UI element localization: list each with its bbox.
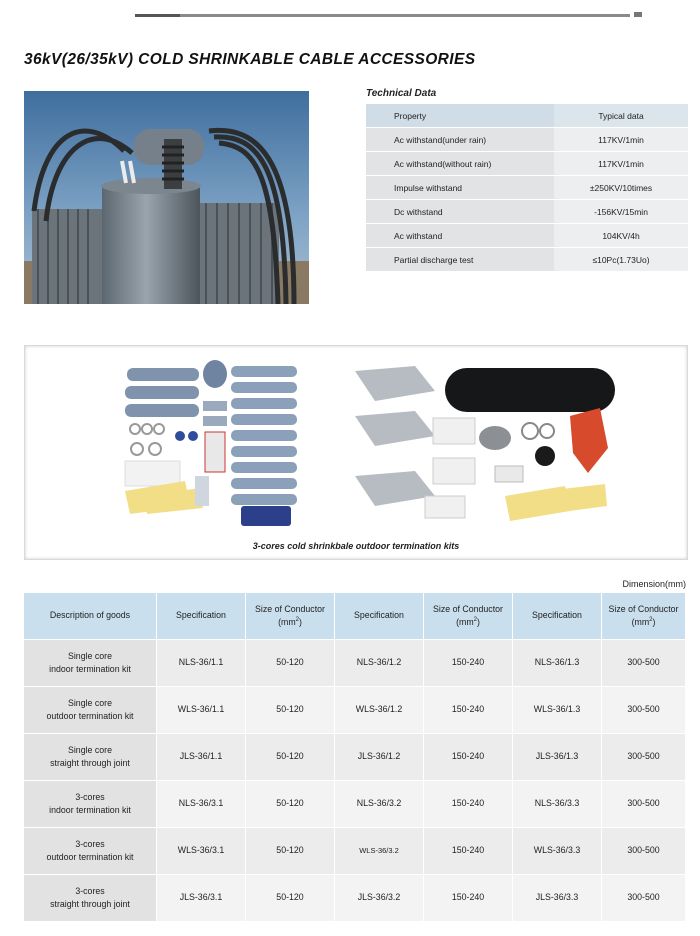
header-specification: Specification bbox=[513, 593, 602, 640]
size-cell: 300-500 bbox=[602, 875, 686, 922]
kits-photo-panel bbox=[24, 345, 688, 560]
kits-caption: 3-cores cold shrinkbale outdoor termination kits bbox=[252, 541, 460, 551]
spec-cell: JLS-36/1.2 bbox=[335, 734, 424, 781]
unit-pre: (mm bbox=[456, 617, 474, 627]
size-cell: 300-500 bbox=[602, 640, 686, 687]
unit-sup: 2 bbox=[649, 617, 653, 624]
size-cell: 150-240 bbox=[424, 781, 513, 828]
page-title: 36kV(26/35kV) COLD SHRINKABLE CABLE ACCESSORIES bbox=[24, 51, 476, 68]
header-description: Description of goods bbox=[24, 593, 157, 640]
table-row bbox=[366, 152, 688, 176]
table-row bbox=[24, 640, 686, 687]
header-size-label: Size of Conductor bbox=[433, 603, 503, 614]
size-cell: 50-120 bbox=[246, 875, 335, 922]
table-header-row bbox=[24, 593, 686, 640]
unit-sup: 2 bbox=[473, 617, 477, 624]
description-line: 3-cores bbox=[75, 838, 105, 849]
spec-cell: WLS-36/3.3 bbox=[513, 828, 602, 875]
value-cell: ±250KV/10times bbox=[554, 176, 688, 200]
value-cell: 117KV/1min bbox=[554, 152, 688, 176]
header-rule bbox=[135, 14, 630, 17]
size-cell: 50-120 bbox=[246, 687, 335, 734]
unit-post: ) bbox=[652, 617, 656, 627]
header-size-label: Size of Conductor bbox=[608, 603, 679, 614]
size-cell: 300-500 bbox=[602, 687, 686, 734]
description-line: outdoor termination kit bbox=[46, 711, 134, 721]
size-cell: 150-240 bbox=[424, 875, 513, 922]
property-cell: Ac withstand(without rain) bbox=[366, 152, 554, 176]
value-cell: 104KV/4h bbox=[554, 224, 688, 248]
spec-cell: NLS-36/1.1 bbox=[157, 640, 246, 687]
size-cell: 50-120 bbox=[246, 640, 335, 687]
table-row bbox=[366, 200, 688, 224]
description-cell bbox=[24, 687, 157, 734]
description-line: 3-cores bbox=[75, 791, 105, 802]
spec-cell: NLS-36/3.2 bbox=[335, 781, 424, 828]
transformer-photo bbox=[24, 91, 309, 304]
unit-pre: (mm bbox=[278, 617, 296, 627]
size-cell: 300-500 bbox=[602, 828, 686, 875]
header-size-of-conductor bbox=[602, 593, 686, 640]
property-cell: Dc withstand bbox=[366, 200, 554, 224]
table-row bbox=[24, 828, 686, 875]
description-line: Single core bbox=[67, 744, 112, 755]
size-cell: 150-240 bbox=[424, 828, 513, 875]
spec-cell: WLS-36/3.2 bbox=[335, 828, 424, 875]
header-typical-data: Typical data bbox=[554, 104, 688, 128]
spec-cell: NLS-36/1.2 bbox=[335, 640, 424, 687]
spec-cell: JLS-36/3.3 bbox=[513, 875, 602, 922]
header-specification: Specification bbox=[335, 593, 424, 640]
table-row bbox=[366, 248, 688, 272]
property-cell: Partial discharge test bbox=[366, 248, 554, 272]
table-row bbox=[24, 781, 686, 828]
size-cell: 50-120 bbox=[246, 781, 335, 828]
value-cell: -156KV/15min bbox=[554, 200, 688, 224]
description-line: Single core bbox=[67, 650, 112, 661]
dimension-label: Dimension(mm) bbox=[622, 579, 686, 589]
description-line: straight through joint bbox=[50, 758, 130, 768]
header-size-of-conductor bbox=[424, 593, 513, 640]
description-cell bbox=[24, 875, 157, 922]
description-cell bbox=[24, 781, 157, 828]
size-cell: 150-240 bbox=[424, 687, 513, 734]
unit-pre: (mm bbox=[631, 617, 650, 627]
size-cell: 150-240 bbox=[424, 640, 513, 687]
kits-photo bbox=[25, 346, 687, 536]
value-cell: ≤10Pc(1.73Uo) bbox=[554, 248, 688, 272]
unit-post: ) bbox=[299, 617, 302, 627]
description-cell bbox=[24, 640, 157, 687]
header-specification: Specification bbox=[157, 593, 246, 640]
description-line: indoor termination kit bbox=[49, 805, 131, 815]
table-row bbox=[366, 128, 688, 152]
spec-cell: WLS-36/3.1 bbox=[157, 828, 246, 875]
property-cell: Ac withstand(under rain) bbox=[366, 128, 554, 152]
property-cell: Impulse withstand bbox=[366, 176, 554, 200]
spec-cell: NLS-36/3.1 bbox=[157, 781, 246, 828]
table-row bbox=[366, 224, 688, 248]
size-cell: 300-500 bbox=[602, 781, 686, 828]
size-cell: 300-500 bbox=[602, 734, 686, 781]
header-size-label: Size of Conductor bbox=[255, 603, 325, 614]
spec-cell: JLS-36/3.2 bbox=[335, 875, 424, 922]
spec-cell: JLS-36/1.3 bbox=[513, 734, 602, 781]
spec-cell: JLS-36/1.1 bbox=[157, 734, 246, 781]
spec-cell: WLS-36/1.1 bbox=[157, 687, 246, 734]
description-line: straight through joint bbox=[50, 899, 130, 909]
spec-cell: WLS-36/1.3 bbox=[513, 687, 602, 734]
table-row bbox=[24, 734, 686, 781]
spec-cell: NLS-36/1.3 bbox=[513, 640, 602, 687]
description-cell bbox=[24, 734, 157, 781]
header-size-of-conductor bbox=[246, 593, 335, 640]
description-cell bbox=[24, 828, 157, 875]
description-line: Single core bbox=[67, 697, 112, 708]
technical-data-table bbox=[366, 104, 688, 272]
technical-data-heading: Technical Data bbox=[366, 88, 437, 99]
unit-sup: 2 bbox=[295, 617, 299, 624]
header-property: Property bbox=[366, 104, 554, 128]
value-cell: 117KV/1min bbox=[554, 128, 688, 152]
table-row bbox=[366, 176, 688, 200]
spec-cell: NLS-36/3.3 bbox=[513, 781, 602, 828]
spec-cell: WLS-36/1.2 bbox=[335, 687, 424, 734]
products-table bbox=[24, 593, 686, 921]
size-cell: 50-120 bbox=[246, 734, 335, 781]
description-line: indoor termination kit bbox=[49, 664, 131, 674]
size-cell: 150-240 bbox=[424, 734, 513, 781]
unit-post: ) bbox=[477, 617, 480, 627]
spec-cell: JLS-36/3.1 bbox=[157, 875, 246, 922]
property-cell: Ac withstand bbox=[366, 224, 554, 248]
table-row bbox=[24, 875, 686, 922]
description-line: outdoor termination kit bbox=[46, 852, 134, 862]
size-cell: 50-120 bbox=[246, 828, 335, 875]
table-header-row bbox=[366, 104, 688, 128]
description-line: 3-cores bbox=[75, 885, 105, 896]
table-row bbox=[24, 687, 686, 734]
header-mark bbox=[634, 12, 642, 17]
